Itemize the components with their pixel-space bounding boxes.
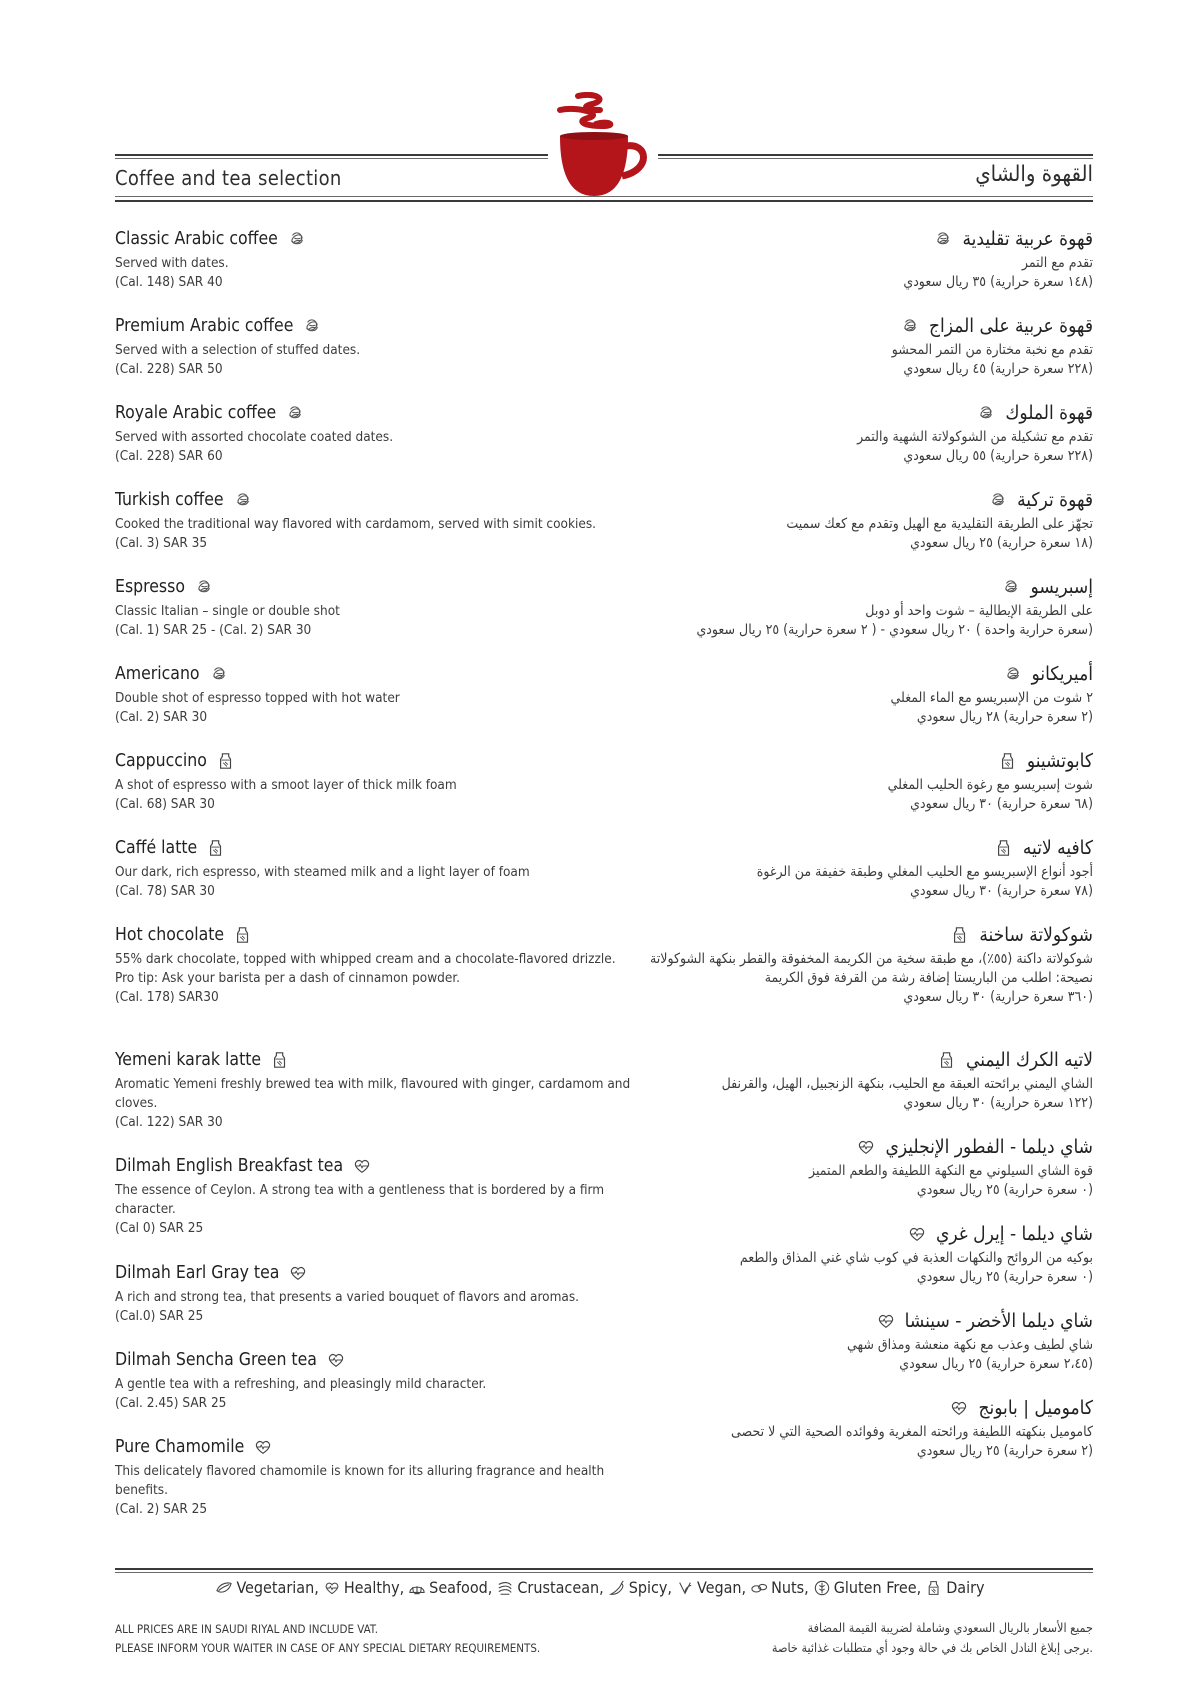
legend-item bbox=[813, 1578, 921, 1597]
menu-item bbox=[115, 576, 635, 640]
vegan-icon bbox=[676, 1580, 694, 1596]
menu-item bbox=[115, 402, 635, 466]
menu-item-price: (Cal. 2.45) SAR 25 bbox=[115, 1395, 227, 1411]
menu-item bbox=[623, 228, 1093, 292]
page-title-ar: القهوة والشاي bbox=[975, 162, 1093, 187]
legend-label: Nuts, bbox=[771, 1578, 809, 1597]
healthy-heart-icon bbox=[323, 1580, 341, 1596]
menu-item-name-row bbox=[115, 1349, 635, 1371]
menu-item-price: (سعرة حرارية واحدة ) ٢٠ ريال سعودي - ( ٢ سعرة حرارية) ٢٥ ريال سعودي bbox=[696, 622, 1093, 638]
menu-item-price: (٠ سعرة حرارية) ٢٥ ريال سعودي bbox=[916, 1269, 1093, 1285]
menu-item bbox=[115, 1049, 635, 1132]
menu-item bbox=[623, 663, 1093, 727]
menu-item-name-row bbox=[623, 750, 1093, 772]
healthy-heart-icon bbox=[857, 1138, 875, 1156]
menu-item-price: (Cal.0) SAR 25 bbox=[115, 1308, 204, 1324]
menu-item-description: الشاي اليمني برائحته العبقة مع الحليب، بنكهة الزنجبيل، الهيل، والقرنفل bbox=[721, 1076, 1093, 1092]
crustacean-icon bbox=[496, 1580, 514, 1596]
menu-item bbox=[623, 924, 1093, 1007]
coffee-bean-icon bbox=[288, 230, 306, 248]
coffee-cup-logo-icon bbox=[548, 92, 658, 202]
menu-item-name: Royale Arabic coffee bbox=[115, 403, 277, 423]
dairy-icon bbox=[995, 839, 1013, 857]
menu-item-name-row bbox=[623, 924, 1093, 946]
menu-item-name: كافيه لاتيه bbox=[1022, 837, 1093, 859]
menu-item-name-row bbox=[115, 924, 635, 946]
menu-item-name: Classic Arabic coffee bbox=[115, 229, 278, 249]
menu-item-description: Classic Italian – single or double shot bbox=[115, 603, 340, 619]
menu-item-price: (Cal. 2) SAR 30 bbox=[115, 709, 208, 725]
dairy-icon bbox=[938, 1051, 956, 1069]
menu-item-name: شاي ديلما - الفطور الإنجليزي bbox=[885, 1136, 1093, 1158]
legend-label: Vegetarian, bbox=[236, 1578, 319, 1597]
menu-item-name: أميريكانو bbox=[1031, 663, 1093, 685]
menu-item-name: Premium Arabic coffee bbox=[115, 316, 294, 336]
menu-item bbox=[623, 1310, 1093, 1374]
dairy-icon bbox=[207, 839, 225, 857]
menu-item-name: Dilmah English Breakfast tea bbox=[115, 1156, 344, 1176]
menu-item-name-row bbox=[623, 1136, 1093, 1158]
menu-item-description: A shot of espresso with a smoot layer of thick milk foam bbox=[115, 777, 457, 793]
footer-top-rule bbox=[115, 1568, 1093, 1570]
menu-item-description: Served with dates. bbox=[115, 255, 229, 271]
menu-item-name-row bbox=[115, 228, 635, 250]
menu-item-name-row bbox=[623, 663, 1093, 685]
menu-item bbox=[115, 1262, 635, 1326]
menu-item-description: This delicately flavored chamomile is known for its alluring fragrance and health benefits. bbox=[115, 1463, 605, 1498]
menu-item-price: (٠ سعرة حرارية) ٢٥ ريال سعودي bbox=[916, 1182, 1093, 1198]
menu-item-description: A rich and strong tea, that presents a varied bouquet of flavors and aromas. bbox=[115, 1289, 580, 1305]
menu-item-description: Double shot of espresso topped with hot water bbox=[115, 690, 400, 706]
menu-item-price: (Cal. 178) SAR30 bbox=[115, 989, 219, 1005]
legend-label: Seafood, bbox=[429, 1578, 493, 1597]
menu-item-name-row bbox=[623, 1223, 1093, 1245]
menu-item-description: تقدم مع نخبة مختارة من التمر المحشو bbox=[891, 342, 1093, 358]
menu-item-description: A gentle tea with a refreshing, and pleasingly mild character. bbox=[115, 1376, 487, 1392]
legend-item bbox=[676, 1578, 746, 1597]
coffee-bean-icon bbox=[901, 317, 919, 335]
nuts-icon bbox=[750, 1580, 768, 1596]
healthy-heart-icon bbox=[353, 1157, 371, 1175]
menu-item-name-row bbox=[115, 402, 635, 424]
spicy-chili-icon bbox=[608, 1580, 626, 1596]
menu-item-description: ٢ شوت من الإسبريسو مع الماء المغلي bbox=[890, 690, 1093, 706]
menu-item bbox=[115, 1155, 635, 1238]
menu-item-description: Our dark, rich espresso, with steamed milk and a light layer of foam bbox=[115, 864, 530, 880]
page-title-en: Coffee and tea selection bbox=[115, 166, 342, 190]
dietary-legend bbox=[0, 1578, 1200, 1600]
menu-item-name: شوكولاتة ساخنة bbox=[979, 924, 1093, 946]
menu-item-name: قهوة عربية تقليدية bbox=[962, 228, 1093, 250]
menu-item-price: (١٨ سعرة حرارية) ٢٥ ريال سعودي bbox=[910, 535, 1093, 551]
menu-item-description: شاي لطيف وعذب مع نكهة منعشة ومذاق شهي bbox=[847, 1337, 1093, 1353]
menu-item-description: The essence of Ceylon. A strong tea with a gentleness that is bordered by a firm character. bbox=[115, 1182, 605, 1217]
menu-item-name: قهوة عربية على المزاج bbox=[929, 315, 1093, 337]
menu-item-name: Americano bbox=[115, 664, 200, 684]
legend-label: Gluten Free, bbox=[833, 1578, 922, 1597]
menu-item-name-row bbox=[115, 663, 635, 685]
footer-note-ar bbox=[772, 1618, 1093, 1658]
menu-item-name: Espresso bbox=[115, 577, 185, 597]
footer-note-en bbox=[115, 1620, 540, 1658]
menu-item-price: (٢ سعرة حرارية) ٢٥ ريال سعودي bbox=[916, 1443, 1093, 1459]
legend-item bbox=[925, 1578, 984, 1597]
menu-item-description: كاموميل بنكهته اللطيفة ورائحته المغرية وفوائده الصحية التي لا تحصى bbox=[731, 1424, 1093, 1440]
footer-text-en: ALL PRICES ARE IN SAUDI RIYAL AND INCLUDE VAT. PLEASE INFORM YOUR WAITER IN CASE OF ANY SPECIAL DIETARY REQUIREMENTS. bbox=[115, 1622, 541, 1655]
legend-item bbox=[408, 1578, 492, 1597]
menu-item bbox=[623, 1397, 1093, 1461]
menu-item-price: (Cal. 228) SAR 60 bbox=[115, 448, 223, 464]
coffee-bean-icon bbox=[1004, 665, 1022, 683]
menu-item-name: Dilmah Sencha Green tea bbox=[115, 1350, 317, 1370]
menu-item-name: Yemeni karak latte bbox=[115, 1050, 262, 1070]
footer-text-ar: جميع الأسعار بالريال السعودي وشاملة لضريبة القيمة المضافة .يرجى إبلاغ النادل الخاص بك في حالة وجود أي متطلبات غذائية خاصة bbox=[771, 1620, 1093, 1655]
dairy-icon bbox=[925, 1580, 943, 1596]
menu-item-name-row bbox=[115, 1155, 635, 1177]
healthy-heart-icon bbox=[327, 1351, 345, 1369]
menu-item bbox=[623, 1136, 1093, 1200]
coffee-bean-icon bbox=[210, 665, 228, 683]
healthy-heart-icon bbox=[950, 1399, 968, 1417]
menu-item-description: تجهّز على الطريقة التقليدية مع الهيل وتقدم مع كعك سميت bbox=[786, 516, 1093, 532]
menu-item-price: (٢٢٨ سعرة حرارية) ٤٥ ريال سعودي bbox=[903, 361, 1093, 377]
menu-item-name: Pure Chamomile bbox=[115, 1437, 245, 1457]
healthy-heart-icon bbox=[908, 1225, 926, 1243]
legend-label: Spicy, bbox=[628, 1578, 672, 1597]
menu-item bbox=[115, 315, 635, 379]
menu-item-name-row bbox=[115, 1436, 635, 1458]
coffee-bean-icon bbox=[977, 404, 995, 422]
menu-item-description: Served with assorted chocolate coated dates. bbox=[115, 429, 394, 445]
legend-label: Dairy bbox=[946, 1578, 985, 1597]
coffee-bean-icon bbox=[989, 491, 1007, 509]
menu-item-name-row bbox=[623, 315, 1093, 337]
menu-item-description: تقدم مع التمر bbox=[1021, 255, 1093, 271]
menu-item-name: Caffé latte bbox=[115, 838, 198, 858]
menu-item-name-row bbox=[115, 837, 635, 859]
menu-item-name: إسبريسو bbox=[1030, 576, 1093, 598]
gluten-free-icon bbox=[813, 1580, 831, 1596]
menu-item-name: Hot chocolate bbox=[115, 925, 225, 945]
seafood-shell-icon bbox=[408, 1580, 426, 1596]
menu-item bbox=[623, 402, 1093, 466]
healthy-heart-icon bbox=[254, 1438, 272, 1456]
legend-item bbox=[323, 1578, 404, 1597]
legend-item bbox=[215, 1578, 318, 1597]
menu-item-description: على الطريقة الإيطالية – شوت واحد أو دوبل bbox=[865, 603, 1093, 619]
menu-item-price: (٦٨ سعرة حرارية) ٣٠ ريال سعودي bbox=[910, 796, 1093, 812]
menu-item-price: (١٢٢ سعرة حرارية) ٣٠ ريال سعودي bbox=[903, 1095, 1093, 1111]
menu-item bbox=[115, 663, 635, 727]
dairy-icon bbox=[217, 752, 235, 770]
dairy-icon bbox=[999, 752, 1017, 770]
menu-item-description: Cooked the traditional way flavored with cardamom, served with simit cookies. bbox=[115, 516, 597, 532]
menu-item-price: (Cal. 148) SAR 40 bbox=[115, 274, 223, 290]
menu-item-name-row bbox=[115, 489, 635, 511]
menu-item-price: (١٤٨ سعرة حرارية) ٣٥ ريال سعودي bbox=[903, 274, 1093, 290]
menu-item-price: (٢ سعرة حرارية) ٢٨ ريال سعودي bbox=[916, 709, 1093, 725]
menu-item bbox=[115, 489, 635, 553]
legend-label: Healthy, bbox=[343, 1578, 405, 1597]
menu-item bbox=[115, 228, 635, 292]
legend-label: Crustacean, bbox=[517, 1578, 604, 1597]
menu-item-name: Dilmah Earl Gray tea bbox=[115, 1263, 280, 1283]
menu-item-name: Turkish coffee bbox=[115, 490, 224, 510]
menu-item-name-row bbox=[115, 1262, 635, 1284]
menu-item-name: كاموميل | بابونج bbox=[978, 1397, 1093, 1419]
menu-item-name-row bbox=[623, 1310, 1093, 1332]
menu-item bbox=[115, 1436, 635, 1519]
menu-item-description: تقدم مع تشكيلة من الشوكولاتة الشهية والتمر bbox=[857, 429, 1093, 445]
menu-item-description: شوت إسبريسو مع رغوة الحليب المغلي bbox=[887, 777, 1093, 793]
menu-item-name-row bbox=[623, 1049, 1093, 1071]
menu-item-name: شاي ديلما - إيرل غري bbox=[935, 1223, 1093, 1245]
menu-item-description: بوكيه من الروائح والنكهات العذبة في كوب شاي غني المذاق والطعم bbox=[739, 1250, 1093, 1266]
menu-item bbox=[623, 1049, 1093, 1113]
coffee-bean-icon bbox=[1002, 578, 1020, 596]
coffee-bean-icon bbox=[286, 404, 304, 422]
menu-item-name-row bbox=[623, 402, 1093, 424]
menu-item bbox=[623, 315, 1093, 379]
menu-item-price: (Cal. 2) SAR 25 bbox=[115, 1501, 208, 1517]
menu-item-description: Aromatic Yemeni freshly brewed tea with milk, flavoured with ginger, cardamom and cloves. bbox=[115, 1076, 631, 1111]
menu-item-price: (Cal 0) SAR 25 bbox=[115, 1220, 204, 1236]
menu-item bbox=[623, 837, 1093, 901]
footer-top-rule-2 bbox=[115, 1572, 1093, 1573]
healthy-heart-icon bbox=[877, 1312, 895, 1330]
legend-item bbox=[496, 1578, 603, 1597]
menu-item-description: Served with a selection of stuffed dates. bbox=[115, 342, 361, 358]
menu-item bbox=[623, 750, 1093, 814]
menu-item bbox=[623, 1223, 1093, 1287]
menu-item-price: (٢٢٨ سعرة حرارية) ٥٥ ريال سعودي bbox=[903, 448, 1093, 464]
menu-item-price: (Cal. 68) SAR 30 bbox=[115, 796, 215, 812]
menu-item bbox=[623, 489, 1093, 553]
menu-item-price: (٧٨ سعرة حرارية) ٣٠ ريال سعودي bbox=[910, 883, 1093, 899]
menu-item-price: (٢،٤٥ سعرة حرارية) ٢٥ ريال سعودي bbox=[899, 1356, 1093, 1372]
menu-item-price: (٣٦٠ سعرة حرارية) ٣٠ ريال سعودي bbox=[903, 989, 1093, 1005]
menu-item bbox=[115, 924, 635, 1007]
menu-item-name-row bbox=[623, 489, 1093, 511]
menu-item-name-row bbox=[115, 315, 635, 337]
healthy-heart-icon bbox=[289, 1264, 307, 1282]
menu-item-description: أجود أنواع الإسبريسو مع الحليب المغلي وطبقة خفيفة من الرغوة bbox=[756, 864, 1093, 880]
coffee-bean-icon bbox=[934, 230, 952, 248]
menu-item bbox=[115, 750, 635, 814]
legend-item bbox=[750, 1578, 809, 1597]
menu-item-name-row bbox=[115, 1049, 635, 1071]
dairy-icon bbox=[951, 926, 969, 944]
menu-item-description: قوة الشاي السيلوني مع النكهة اللطيفة والطعم المتميز bbox=[809, 1163, 1093, 1179]
menu-item-name-row bbox=[623, 1397, 1093, 1419]
menu-item-name: قهوة الملوك bbox=[1005, 402, 1093, 424]
dairy-icon bbox=[271, 1051, 289, 1069]
menu-item-price: (Cal. 1) SAR 25 - (Cal. 2) SAR 30 bbox=[115, 622, 312, 638]
legend-label: Vegan, bbox=[697, 1578, 747, 1597]
menu-item-name-row bbox=[623, 576, 1093, 598]
menu-item-name: شاي ديلما الأخضر - سينشا bbox=[904, 1310, 1093, 1332]
dairy-icon bbox=[234, 926, 252, 944]
menu-item-price: (Cal. 78) SAR 30 bbox=[115, 883, 215, 899]
menu-item bbox=[115, 1349, 635, 1413]
menu-item-name: كابوتشينو bbox=[1026, 750, 1093, 772]
menu-item-name: Cappuccino bbox=[115, 751, 207, 771]
legend-item bbox=[608, 1578, 672, 1597]
coffee-bean-icon bbox=[303, 317, 321, 335]
menu-item-price: (Cal. 122) SAR 30 bbox=[115, 1114, 223, 1130]
menu-item-name-row bbox=[623, 837, 1093, 859]
coffee-bean-icon bbox=[234, 491, 252, 509]
menu-item-name-row bbox=[115, 750, 635, 772]
menu-item-price: (Cal. 228) SAR 50 bbox=[115, 361, 223, 377]
menu-item-name: لاتيه الكرك اليمني bbox=[965, 1049, 1093, 1071]
vegetarian-leaf-icon bbox=[215, 1580, 233, 1596]
menu-item-description: شوكولاتة داكنة (٥٥٪)، مع طبقة سخية من الكريمة المخفوقة والقطر بنكهة الشوكولاتة نصيحة: اطلب من الباريستا إضافة رشة من القرفة فوق الكريمة bbox=[650, 951, 1093, 986]
menu-item bbox=[115, 837, 635, 901]
menu-item bbox=[623, 576, 1093, 640]
coffee-bean-icon bbox=[195, 578, 213, 596]
menu-item-name-row bbox=[623, 228, 1093, 250]
menu-item-name-row bbox=[115, 576, 635, 598]
menu-item-description: 55% dark chocolate, topped with whipped cream and a chocolate-flavored drizzle. Pro tip: Ask your barista per a dash of cinnamon powder. bbox=[115, 951, 616, 986]
menu-item-price: (Cal. 3) SAR 35 bbox=[115, 535, 208, 551]
menu-item-name: قهوة تركية bbox=[1017, 489, 1093, 511]
